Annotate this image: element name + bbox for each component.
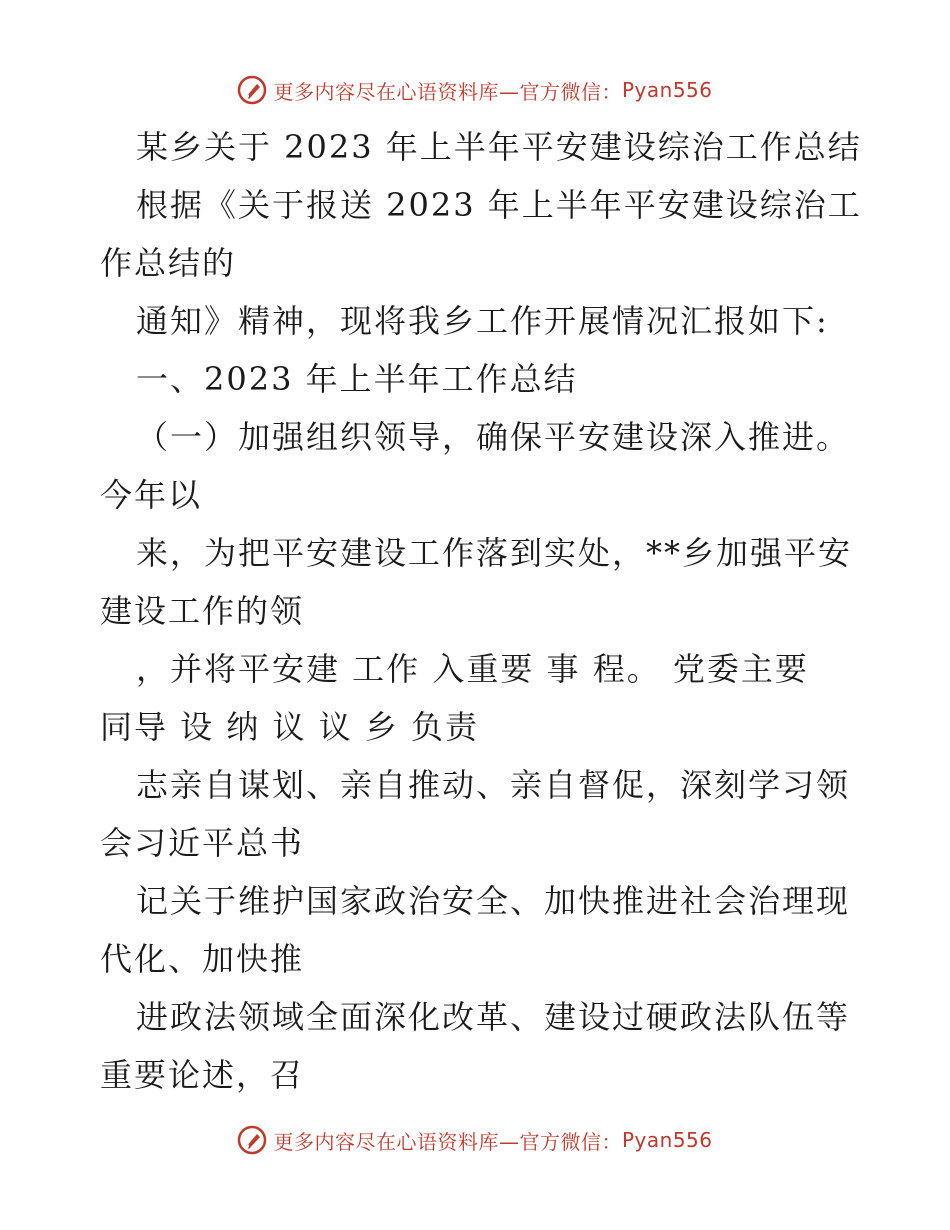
document-line: 通知》精神，现将我乡工作开展情况汇报如下: xyxy=(136,302,829,340)
banner-text: 更多内容尽在心语资料库—官方微信： xyxy=(273,79,622,104)
document-line: 建设工作的领 xyxy=(100,592,305,630)
header-watermark-banner xyxy=(0,70,950,110)
document-line: （一）加强组织领导，确保平安建设深入推进。 xyxy=(136,418,851,456)
document-body xyxy=(100,118,860,1104)
document-line: 今年以 xyxy=(100,476,203,514)
document-line: ，并将平安建 工作 入重要 事 程。 党委主要 xyxy=(136,650,809,688)
banner-text: 更多内容尽在心语资料库—官方微信： xyxy=(273,1129,622,1154)
banner-wechat-id: Pyan556 xyxy=(621,1128,713,1152)
document-line: 某乡关于 2023 年上半年平安建设综治工作总结 xyxy=(136,128,862,166)
document-line: 重要论述，召 xyxy=(100,1056,305,1094)
document-line: 进政法领域全面深化改革、建设过硬政法队伍等 xyxy=(136,998,851,1036)
document-line: 根据《关于报送 2023 年上半年平安建设综治工 xyxy=(136,186,862,224)
document-line: 同导 设 纳 议 议 乡 负责 xyxy=(100,708,480,746)
document-line: 会习近平总书 xyxy=(100,824,305,862)
banner-wechat-id: Pyan556 xyxy=(621,78,713,102)
document-line: 一、2023 年上半年工作总结 xyxy=(136,360,578,398)
document-line: 代化、加快推 xyxy=(100,940,305,978)
quill-logo-icon xyxy=(237,75,267,105)
document-line: 志亲自谋划、亲自推动、亲自督促，深刻学习领 xyxy=(136,766,851,804)
quill-logo-icon xyxy=(237,1125,267,1155)
document-line: 记关于维护国家政治安全、加快推进社会治理现 xyxy=(136,882,851,920)
footer-watermark-banner xyxy=(0,1120,950,1160)
document-line: 作总结的 xyxy=(100,244,237,282)
document-line: 来，为把平安建设工作落到实处，**乡加强平安 xyxy=(136,534,853,572)
